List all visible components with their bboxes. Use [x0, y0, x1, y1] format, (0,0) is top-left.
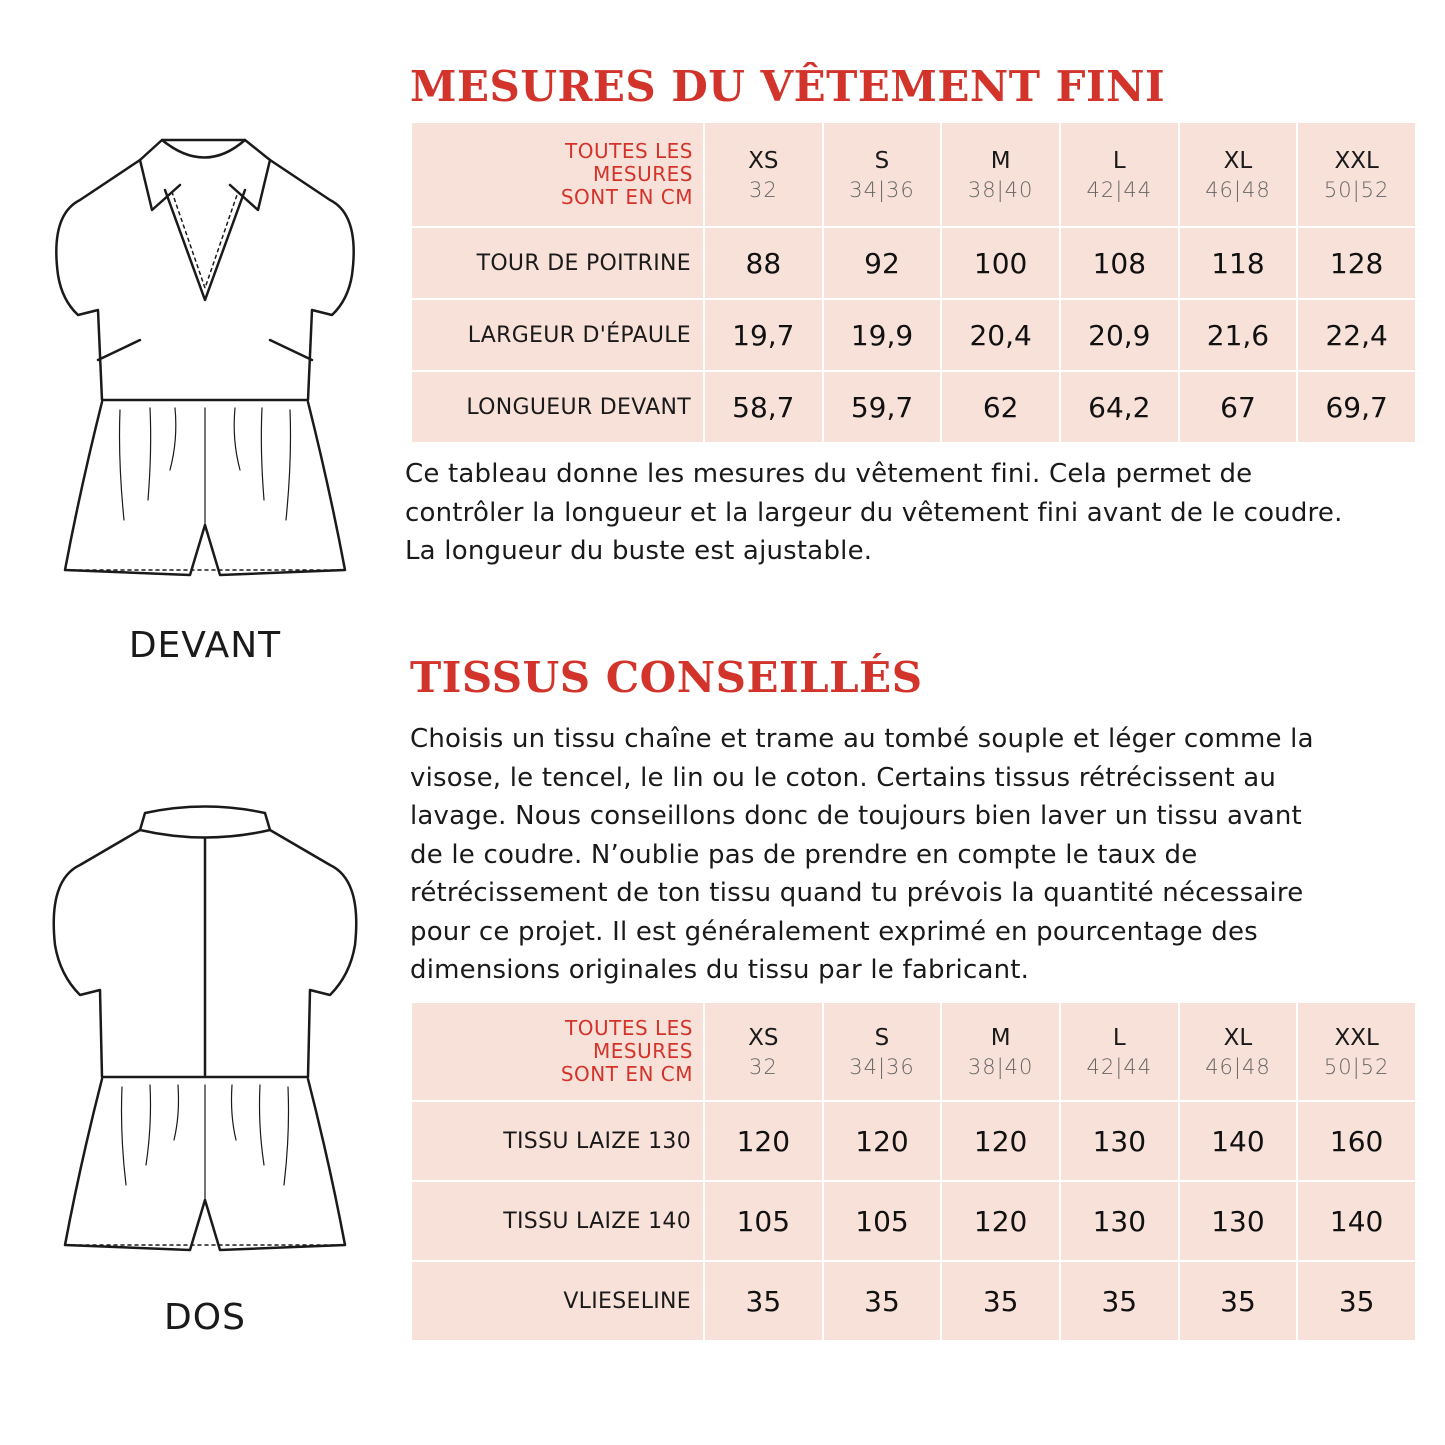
- table-cell: 35: [1179, 1261, 1298, 1341]
- text-line: pour ce projet. Il est généralement exprimé en pourcentage des: [410, 916, 1258, 947]
- table-cell: 100: [941, 227, 1060, 299]
- table-cell: 69,7: [1297, 371, 1416, 443]
- text-line: de le coudre. N’oublie pas de prendre en compte le taux de: [410, 839, 1198, 870]
- size-header: [1179, 122, 1298, 227]
- front-view-caption: DEVANT: [128, 625, 282, 666]
- row-label: LARGEUR D'ÉPAULE: [411, 299, 704, 371]
- size-eu-number: 32: [748, 1054, 778, 1079]
- table-row: [411, 1101, 1416, 1181]
- size-eu-number: 34|36: [849, 177, 915, 202]
- row-label: TISSU LAIZE 130: [411, 1101, 704, 1181]
- size-header: [1060, 122, 1179, 227]
- table-cell: 108: [1060, 227, 1179, 299]
- table-cell: 120: [941, 1101, 1060, 1181]
- table-cell: 21,6: [1179, 299, 1298, 371]
- text-line: Ce tableau donne les mesures du vêtement fini. Cela permet de: [405, 459, 1253, 489]
- illustration-column: [0, 0, 410, 1445]
- table-cell: 88: [704, 227, 823, 299]
- size-header: [823, 1002, 942, 1101]
- units-note-line: TOUTES LES: [565, 1016, 693, 1040]
- table-cell: 128: [1297, 227, 1416, 299]
- table-row: [411, 1181, 1416, 1261]
- row-label: LONGUEUR DEVANT: [411, 371, 704, 443]
- size-eu-number: 32: [748, 177, 778, 202]
- table-cell: 35: [704, 1261, 823, 1341]
- units-note-line: TOUTES LES: [565, 139, 693, 163]
- size-eu-number: 42|44: [1086, 1054, 1153, 1079]
- units-note-line: SONT EN CM: [560, 185, 693, 209]
- table-cell: 120: [823, 1101, 942, 1181]
- size-eu-number: 46|48: [1205, 177, 1271, 202]
- size-label: L: [1112, 147, 1126, 174]
- table-cell: 62: [941, 371, 1060, 443]
- text-line: visose, le tencel, le lin ou le coton. Certains tissus rétrécissent au: [410, 762, 1277, 793]
- table-cell: 58,7: [704, 371, 823, 443]
- text-line: lavage. Nous conseillons donc de toujours bien laver un tissu avant: [410, 801, 1302, 831]
- table-cell: 22,4: [1297, 299, 1416, 371]
- size-eu-number: 38|40: [967, 177, 1034, 202]
- size-header: [1297, 1002, 1416, 1101]
- table-cell: 140: [1297, 1181, 1416, 1261]
- text-line: dimensions originales du tissu par le fabricant.: [410, 955, 1030, 985]
- units-note-line: SONT EN CM: [560, 1062, 693, 1086]
- size-header: [704, 122, 823, 227]
- row-label: VLIESELINE: [411, 1261, 704, 1341]
- table-cell: 105: [823, 1181, 942, 1261]
- text-line: La longueur du buste est ajustable.: [405, 536, 873, 566]
- measurements-title: MESURES DU VÊTEMENT FINI: [410, 62, 1166, 111]
- size-label: S: [874, 1024, 890, 1051]
- table-cell: 92: [823, 227, 942, 299]
- size-label: M: [990, 147, 1011, 174]
- size-eu-number: 50|52: [1323, 177, 1390, 202]
- table-row: [411, 227, 1416, 299]
- size-label: XS: [748, 147, 779, 174]
- units-note-line: MESURES: [593, 162, 693, 186]
- size-header: [1060, 1002, 1179, 1101]
- table-cell: 35: [1060, 1261, 1179, 1341]
- table-cell: 120: [704, 1101, 823, 1181]
- units-note: [411, 122, 704, 227]
- table-header-row: [411, 122, 1416, 227]
- size-header: [941, 1002, 1060, 1101]
- table-cell: 64,2: [1060, 371, 1179, 443]
- row-label: TOUR DE POITRINE: [411, 227, 704, 299]
- size-eu-number: 50|52: [1323, 1054, 1390, 1079]
- table-cell: 130: [1060, 1101, 1179, 1181]
- size-header: [704, 1002, 823, 1101]
- table-cell: 35: [1297, 1261, 1416, 1341]
- measurements-table: [410, 121, 1417, 444]
- size-header: [941, 122, 1060, 227]
- size-header: [1297, 122, 1416, 227]
- fabrics-title: TISSUS CONSEILLÉS: [410, 653, 923, 702]
- size-label: S: [874, 147, 890, 174]
- table-cell: 130: [1060, 1181, 1179, 1261]
- text-line: contrôler la longueur et la largeur du vêtement fini avant de le coudre.: [405, 497, 1343, 528]
- units-note-line: MESURES: [593, 1039, 693, 1063]
- table-cell: 118: [1179, 227, 1298, 299]
- table-row: [411, 371, 1416, 443]
- text-line: Choisis un tissu chaîne et trame au tombé souple et léger comme la: [410, 724, 1314, 754]
- size-header: [1179, 1002, 1298, 1101]
- back-view-illustration: [40, 805, 370, 1265]
- table-cell: 35: [823, 1261, 942, 1341]
- table-cell: 20,4: [941, 299, 1060, 371]
- size-label: XS: [748, 1024, 779, 1051]
- size-eu-number: 42|44: [1086, 177, 1153, 202]
- fabrics-table: [410, 1001, 1417, 1342]
- table-cell: 130: [1179, 1181, 1298, 1261]
- row-label: TISSU LAIZE 140: [411, 1181, 704, 1261]
- table-cell: 120: [941, 1181, 1060, 1261]
- back-view-caption: DOS: [164, 1297, 246, 1338]
- size-label: XL: [1223, 147, 1253, 174]
- table-cell: 140: [1179, 1101, 1298, 1181]
- size-eu-number: 46|48: [1205, 1054, 1271, 1079]
- table-row: [411, 1261, 1416, 1341]
- size-label: XL: [1223, 1024, 1253, 1051]
- table-cell: 20,9: [1060, 299, 1179, 371]
- fabrics-description: [410, 720, 1420, 990]
- table-cell: 67: [1179, 371, 1298, 443]
- table-cell: 19,9: [823, 299, 942, 371]
- size-label: M: [990, 1024, 1011, 1051]
- text-line: rétrécissement de ton tissu quand tu prévois la quantité nécessaire: [410, 878, 1304, 908]
- size-eu-number: 38|40: [967, 1054, 1034, 1079]
- size-header: [823, 122, 942, 227]
- units-note: [411, 1002, 704, 1101]
- measurements-description: [405, 455, 1415, 571]
- table-cell: 35: [941, 1261, 1060, 1341]
- size-label: XXL: [1334, 1024, 1379, 1051]
- table-cell: 59,7: [823, 371, 942, 443]
- table-header-row: [411, 1002, 1416, 1101]
- size-label: XXL: [1334, 147, 1379, 174]
- size-eu-number: 34|36: [849, 1054, 915, 1079]
- size-label: L: [1112, 1024, 1126, 1051]
- front-view-illustration: [40, 130, 370, 600]
- table-cell: 105: [704, 1181, 823, 1261]
- table-cell: 19,7: [704, 299, 823, 371]
- table-cell: 160: [1297, 1101, 1416, 1181]
- table-row: [411, 299, 1416, 371]
